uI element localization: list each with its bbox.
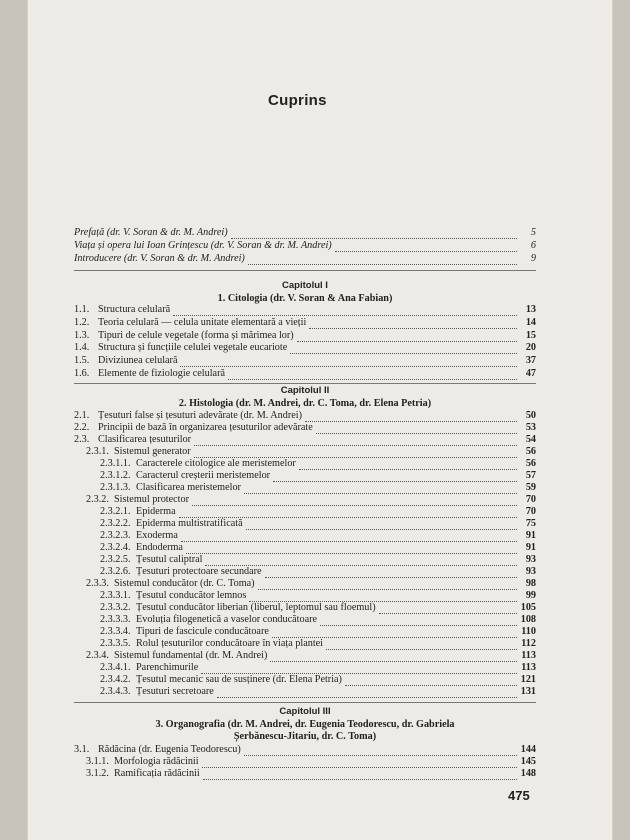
toc-entry: 3.1.1. Morfologia rădăcinii 145	[86, 756, 536, 767]
toc-entry: 2.3.4.1. Parenchimurile 113	[100, 662, 536, 673]
toc-entry: 2.3.1.3. Clasificarea meristemelor 59	[100, 482, 536, 493]
toc-entry: 2.3.4.2. Țesutul mecanic sau de susținere (dr. Elena Petria) 121	[100, 674, 536, 685]
toc-entry: 2.3. Clasificarea țesuturilor 54	[74, 434, 536, 445]
toc-entry: 2.3.1.2. Caracterul creșterii meristemelor 57	[100, 470, 536, 481]
toc-entry: 1.5. Diviziunea celulară 37	[74, 355, 536, 366]
toc-entry-introduction: Introducere (dr. V. Soran & dr. M. Andrei) 9	[74, 253, 536, 264]
toc-entry: 1.3. Tipuri de celule vegetale (forma și mărimea lor) 15	[74, 330, 536, 341]
divider	[74, 270, 536, 271]
toc-entry: 1.2. Teoria celulară — celula unitate elementară a vieții 14	[74, 317, 536, 328]
toc-entry: 1.1. Structura celulară 13	[74, 304, 536, 315]
chapter-section: 3. Organografia (dr. M. Andrei, dr. Eugenia Teodorescu, dr. Gabriela	[155, 719, 455, 730]
toc-entry: 2.3.3. Sistemul conducător (dr. C. Toma) 98	[86, 578, 536, 589]
toc-entry: 2.3.3.2. Țesutul conducător liberian (liberul, leptomul sau floemul) 105	[100, 602, 536, 613]
chapter-heading: Capitolul I	[282, 280, 328, 291]
toc-entry: 3.1. Rădăcina (dr. Eugenia Teodorescu) 144	[74, 744, 536, 755]
chapter-section: 2. Histologia (dr. M. Andrei, dr. C. Toma, dr. Elena Petria)	[178, 398, 432, 409]
toc-entry: 2.3.2.1. Epiderma 70	[100, 506, 536, 517]
toc-entry: 2.2. Principii de bază în organizarea țesuturilor adevărate 53	[74, 422, 536, 433]
page-number: 475	[508, 788, 530, 803]
toc-entry: 2.3.4.3. Țesuturi secretoare 131	[100, 686, 536, 697]
chapter-heading: Capitolul II	[280, 385, 330, 396]
toc-entry: 2.3.2.4. Endoderma 91	[100, 542, 536, 553]
toc-entry: 2.3.1.1. Caracterele citologice ale meristemelor 56	[100, 458, 536, 469]
toc-entry: 3.1.2. Ramificația rădăcinii 148	[86, 768, 536, 779]
toc-entry: 2.3.2.5. Țesutul caliptral 93	[100, 554, 536, 565]
toc-entry: 1.6. Elemente de fiziologie celulară 47	[74, 368, 536, 379]
chapter-section: 1. Citologia (dr. V. Soran & Ana Fabian)	[217, 293, 393, 304]
toc-entry: 2.3.2.2. Epiderma multistratificată 75	[100, 518, 536, 529]
divider	[74, 702, 536, 703]
chapter-heading: Capitolul III	[279, 706, 331, 717]
toc-entry: 2.3.1. Sistemul generator 56	[86, 446, 536, 457]
toc-entry: 2.3.3.5. Rolul țesuturilor conducătoare în viața plantei 112	[100, 638, 536, 649]
toc-entry: 2.1. Țesuturi false și țesuturi adevărate (dr. M. Andrei) 50	[74, 410, 536, 421]
toc-entry: 1.4. Structura și funcțiile celulei vegetale eucariote 20	[74, 342, 536, 353]
chapter-section-cont: Șerbănescu-Jitariu, dr. C. Toma)	[233, 731, 377, 742]
toc-entry: 2.3.4. Sistemul fundamental (dr. M. Andrei) 113	[86, 650, 536, 661]
toc-entry-preface: Prefață (dr. V. Soran & dr. M. Andrei) 5	[74, 227, 536, 238]
page-title: Cuprins	[268, 92, 327, 109]
toc-entry-biography: Viața și opera lui Ioan Grințescu (dr. V. Soran & dr. M. Andrei) 6	[74, 240, 536, 251]
toc-entry: 2.3.3.4. Tipuri de fascicule conducătoare 110	[100, 626, 536, 637]
toc-entry: 2.3.3.3. Evoluția filogenetică a vaselor conducătoare 108	[100, 614, 536, 625]
toc-entry: 2.3.2. Sistemul protector 70	[86, 494, 536, 505]
toc-entry: 2.3.2.3. Exoderma 91	[100, 530, 536, 541]
toc-entry: 2.3.2.6. Țesuturi protectoare secundare 93	[100, 566, 536, 577]
divider	[74, 383, 536, 384]
toc-entry: 2.3.3.1. Țesutul conducător lemnos 99	[100, 590, 536, 601]
